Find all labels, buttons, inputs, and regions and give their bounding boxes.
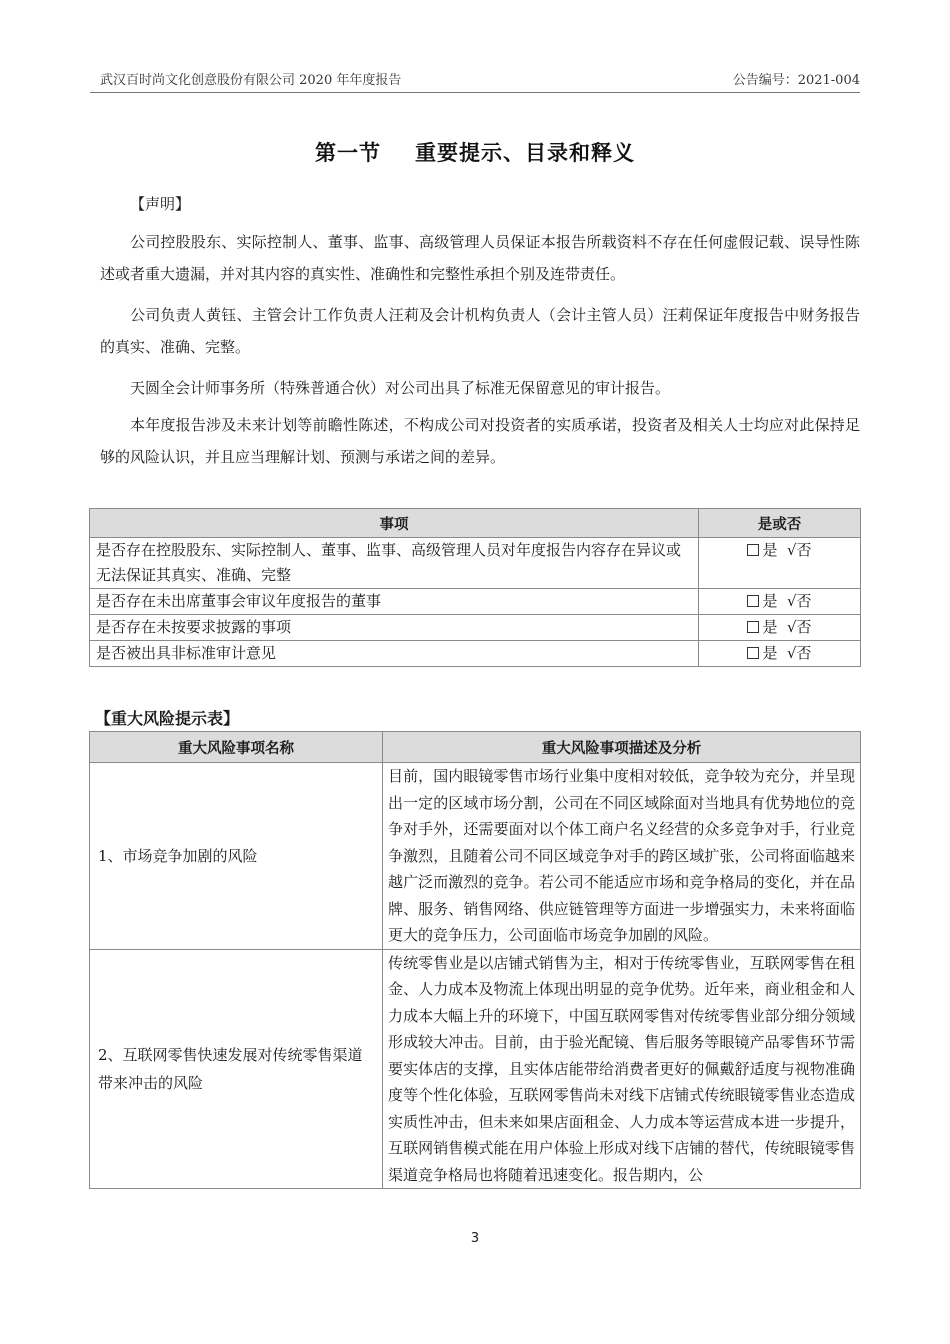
report-header-title: 武汉百时尚文化创意股份有限公司 2020 年年度报告 xyxy=(100,73,402,88)
declaration-paragraph: 天圆全会计师事务所（特殊普通合伙）对公司出具了标准无保留意见的审计报告。 xyxy=(130,379,671,397)
no-label: √否 xyxy=(787,541,812,559)
declaration-paragraph: 公司负责人黄钰、主管会计工作负责人汪莉及会计机构负责人（会计主管人员）汪莉保证年度报告中财务报告的真实、准确、完整。 xyxy=(100,306,860,356)
matter-item: 是否存在未按要求披露的事项 xyxy=(90,615,699,641)
no-label: √否 xyxy=(787,592,812,610)
header-divider xyxy=(90,92,860,93)
yes-label: 是 xyxy=(762,644,778,662)
declaration-heading: 【声明】 xyxy=(130,195,191,213)
yes-label: 是 xyxy=(762,592,778,610)
announcement-number: 公告编号：2021-004 xyxy=(732,73,860,88)
yes-label: 是 xyxy=(762,541,778,559)
checkbox-icon xyxy=(747,647,759,659)
risk-description: 传统零售业是以店铺式销售为主，相对于传统零售业，互联网零售在租金、人力成本及物流上体现出明显的竞争优势。近年来，商业租金和人力成本大幅上升的环境下，中国互联网零售对传统零售业部分细分领域形成较大冲击。目前，由于验光配镜、售后服务等眼镜产品零售环节需要实体店的支撑，且实体店能带给消费者更好的佩戴舒适度与视物准确度等个性化体验，互联网零售尚未对线下店铺式传统眼镜零售业态造成实质性冲击，但未来如果店面租金、人力成本等运营成本进一步提升，互联网销售模式能在用户体验上形成对线下店铺的替代，传统眼镜零售渠道竞争格局也将随着迅速变化。报告期内，公 xyxy=(383,949,861,1189)
no-label: √否 xyxy=(787,644,812,662)
column-header: 事项 xyxy=(90,509,699,538)
declaration-paragraph: 本年度报告涉及未来计划等前瞻性陈述，不构成公司对投资者的实质承诺，投资者及相关人士均应对此保持足够的风险认识，并且应当理解计划、预测与承诺之间的差异。 xyxy=(100,416,860,466)
risk-name: 2、互联网零售快速发展对传统零售渠道带来冲击的风险 xyxy=(90,949,383,1189)
matter-item: 是否存在未出席董事会审议年度报告的董事 xyxy=(90,589,699,615)
table-row xyxy=(90,949,861,1189)
matter-item: 是否存在控股股东、实际控制人、董事、监事、高级管理人员对年度报告内容存在异议或无法保证其真实、准确、完整 xyxy=(90,538,699,589)
no-label: √否 xyxy=(787,618,812,636)
column-header: 重大风险事项描述及分析 xyxy=(383,732,861,763)
risk-table-heading: 【重大风险提示表】 xyxy=(95,709,240,728)
table-row xyxy=(90,589,861,615)
matters-table xyxy=(89,508,861,667)
risk-name: 1、市场竞争加剧的风险 xyxy=(90,763,383,950)
risk-table xyxy=(89,731,861,1189)
table-row xyxy=(90,538,861,589)
table-header-row xyxy=(90,509,861,538)
section-number: 第一节 xyxy=(315,141,381,165)
section-name: 重要提示、目录和释义 xyxy=(415,141,635,165)
declaration-paragraph: 公司控股股东、实际控制人、董事、监事、高级管理人员保证本报告所载资料不存在任何虚假记载、误导性陈述或者重大遗漏，并对其内容的真实性、准确性和完整性承担个别及连带责任。 xyxy=(100,233,860,283)
table-row xyxy=(90,615,861,641)
column-header: 是或否 xyxy=(699,509,861,538)
checkbox-icon xyxy=(747,621,759,633)
column-header: 重大风险事项名称 xyxy=(90,732,383,763)
matter-item: 是否被出具非标准审计意见 xyxy=(90,641,699,667)
checkbox-icon xyxy=(747,595,759,607)
section-title xyxy=(0,137,950,167)
table-header-row xyxy=(90,732,861,763)
yes-no-cell xyxy=(699,615,861,641)
yes-no-cell xyxy=(699,589,861,615)
table-row xyxy=(90,763,861,950)
risk-description: 目前，国内眼镜零售市场行业集中度相对较低，竞争较为充分，并呈现出一定的区域市场分割，公司在不同区域除面对当地具有优势地位的竞争对手外，还需要面对以个体工商户名义经营的众多竞争对手，行业竞争激烈，且随着公司不同区域竞争对手的跨区域扩张，公司将面临越来越广泛而激烈的竞争。若公司不能适应市场和竞争格局的变化，并在品牌、服务、销售网络、供应链管理等方面进一步增强实力，未来将面临更大的竞争压力，公司面临市场竞争加剧的风险。 xyxy=(383,763,861,950)
yes-no-cell xyxy=(699,641,861,667)
table-row xyxy=(90,641,861,667)
yes-label: 是 xyxy=(762,618,778,636)
yes-no-cell xyxy=(699,538,861,589)
page-number: 3 xyxy=(470,1231,480,1246)
checkbox-icon xyxy=(747,544,759,556)
